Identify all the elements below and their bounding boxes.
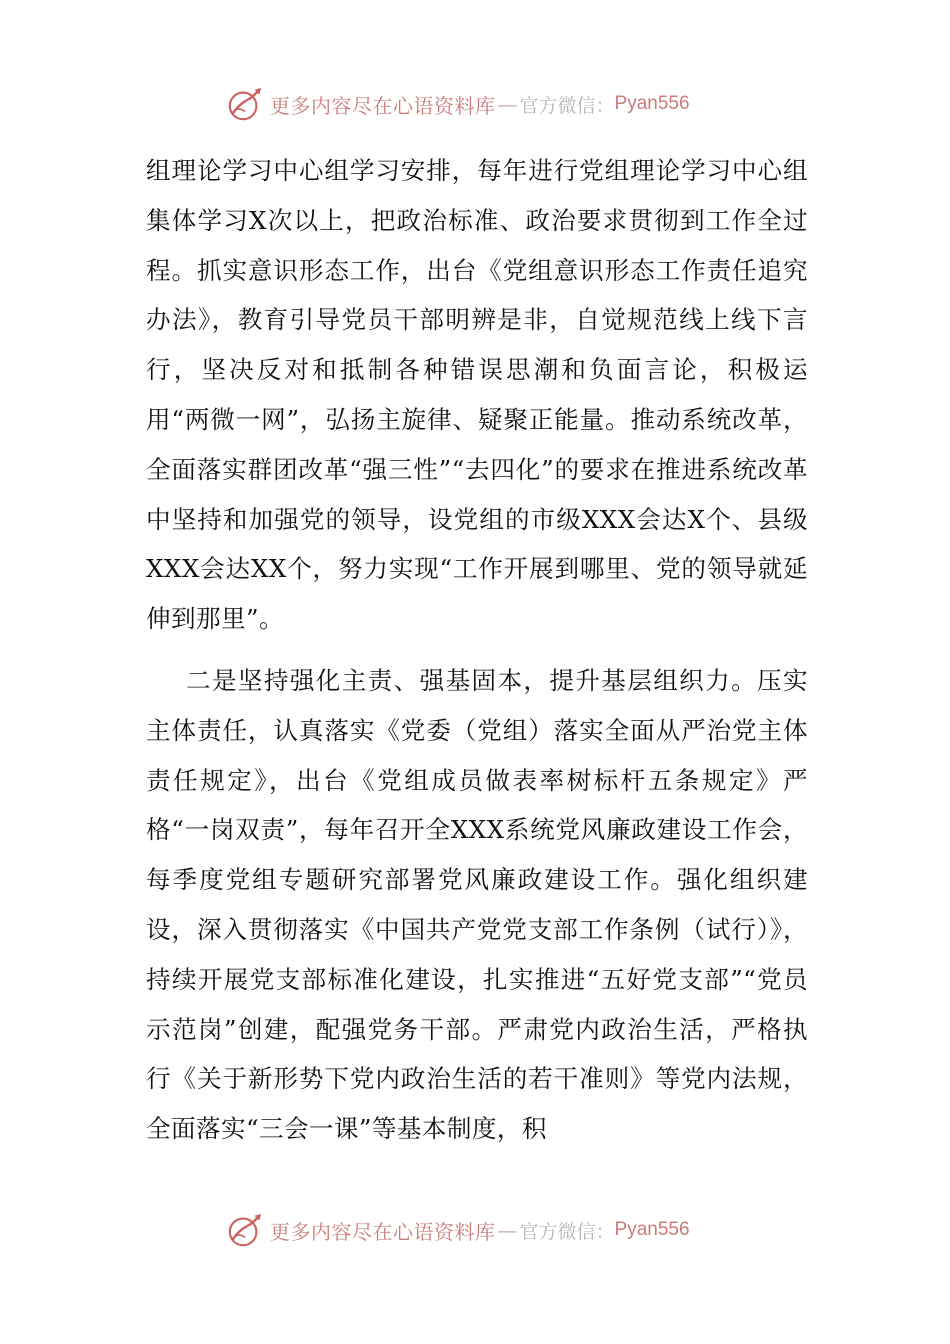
header-dash: — <box>497 92 518 116</box>
footer-dash: — <box>497 1218 518 1242</box>
paragraph-2: 二是坚持强化主责、强基固本，提升基层组织力。压实主体责任，认真落实《党委（党组）落实全面从严治党主体责任规定》，出台《党组成员做表率树标杆五条规定》严格“一岗双责”，每年召开全XXX系统党风廉政建设工作会，每季度党组专题研究部署党风廉政建设工作。强化组织建设，深入贯彻落实《中国共产党党支部工作条例（试行）》，持续开展党支部标准化建设，扎实推进“五好党支部”“党员示范岗”创建，配强党务干部。严肃党内政治生活，严格执行《关于新形势下党内政治生活的若干准则》等党内法规，全面落实“三会一课”等基本制度，积 <box>146 665 808 1144</box>
pen-logo-icon <box>226 85 264 123</box>
paragraph-1: 组理论学习中心组学习安排，每年进行党组理论学习中心组集体学习X次以上，把政治标准、政治要求贯彻到工作全过程。抓实意识形态工作，出台《党组意识形态工作责任追究办法》，教育引导党员干部明辨是非，自觉规范线上线下言行，坚决反对和抵制各种错误思潮和负面言论，积极运用“两微一网”，弘扬主旋律、疑聚正能量。推动系统改革，全面落实群团改革“强三性”“去四化”的要求在推进系统改革中坚持和加强党的领导，设党组的市级XXX会达X个、县级XXX会达XX个，努力实现“工作开展到哪里、党的领导就延伸到那里”。 <box>146 156 808 634</box>
footer-wechat-id: Pyan556 <box>614 1219 690 1240</box>
document-body <box>146 146 808 1154</box>
header-wechat-label: 官方微信： <box>519 94 615 117</box>
footer-wechat-label: 官方微信： <box>519 1220 615 1243</box>
header-watermark <box>226 82 690 126</box>
header-wechat-id: Pyan556 <box>614 93 690 114</box>
pen-logo-icon <box>226 1211 264 1249</box>
header-brand-text: 更多内容尽在心语资料库 <box>270 93 496 118</box>
footer-watermark <box>226 1208 690 1252</box>
footer-brand-text: 更多内容尽在心语资料库 <box>270 1219 496 1244</box>
